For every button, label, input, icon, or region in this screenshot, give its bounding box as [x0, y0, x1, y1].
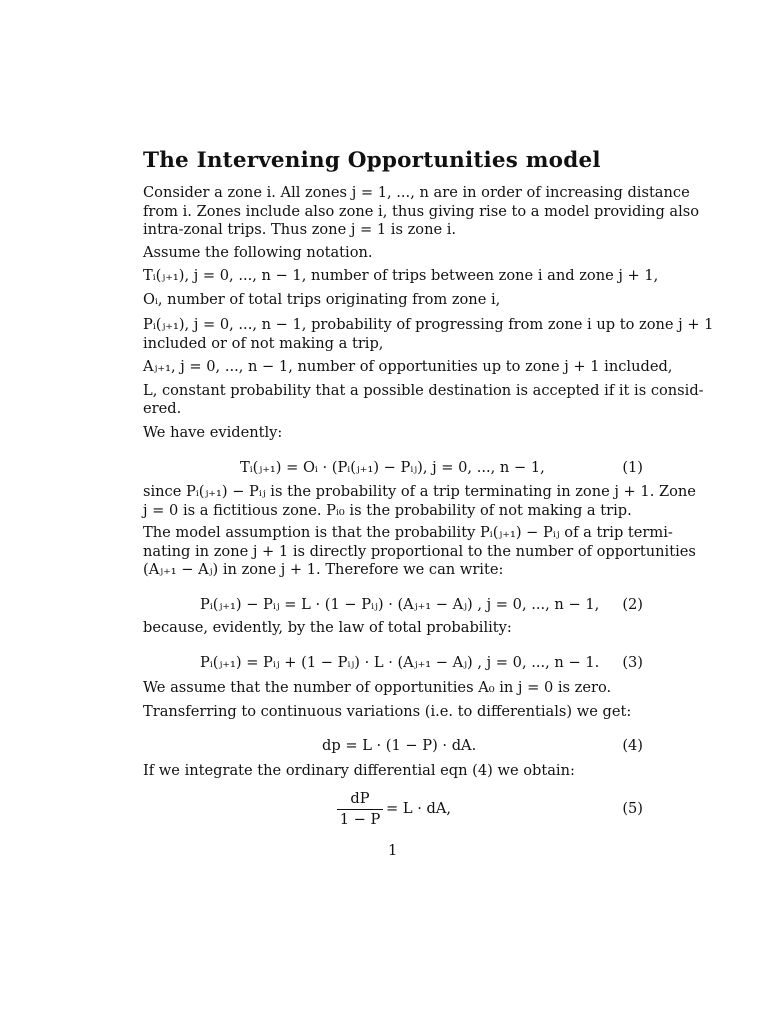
notation-item: Tᵢ(ⱼ₊₁), j = 0, ..., n − 1, number of trips between zone i and zone j + 1, — [143, 267, 659, 284]
equation-4: dp = L · (1 − P) · dA. — [322, 737, 477, 754]
equation-3: Pᵢ(ⱼ₊₁) = Pᵢⱼ + (1 − Pᵢⱼ) · L · (Aⱼ₊₁ − Aⱼ) , j = 0, ..., n − 1. — [200, 654, 600, 671]
equation-number: (5) — [622, 800, 643, 817]
equation-5-rhs: = L · dA, — [386, 800, 451, 817]
paragraph-line: Assume the following notation. — [143, 244, 373, 261]
equation-number: (1) — [622, 459, 643, 476]
equation-number: (4) — [622, 737, 643, 754]
paragraph-line: (Aⱼ₊₁ − Aⱼ) in zone j + 1. Therefore we can write: — [143, 561, 504, 578]
paragraph-line: nating in zone j + 1 is directly proportional to the number of opportunities — [143, 543, 696, 560]
equation-2: Pᵢ(ⱼ₊₁) − Pᵢⱼ = L · (1 − Pᵢⱼ) · (Aⱼ₊₁ − Aⱼ) , j = 0, ..., n − 1, — [200, 596, 600, 613]
equation-5-fraction — [337, 790, 383, 829]
page-number: 1 — [388, 842, 398, 859]
paragraph-line: j = 0 is a fictitious zone. Pᵢ₀ is the probability of not making a trip. — [143, 502, 632, 519]
notation-item: L, constant probability that a possible destination is accepted if it is consid- — [143, 382, 704, 399]
paragraph-line: Consider a zone i. All zones j = 1, ..., n are in order of increasing distance — [143, 184, 690, 201]
fraction-bar — [337, 809, 383, 810]
paragraph-line: because, evidently, by the law of total probability: — [143, 619, 512, 636]
section-title: The Intervening Opportunities model — [143, 148, 601, 173]
notation-item: ered. — [143, 400, 182, 417]
paragraph-line: since Pᵢ(ⱼ₊₁) − Pᵢⱼ is the probability of a trip terminating in zone j + 1. Zone — [143, 483, 696, 500]
equation-1: Tᵢ(ⱼ₊₁) = Oᵢ · (Pᵢ(ⱼ₊₁) − Pᵢⱼ), j = 0, ..., n − 1, — [240, 459, 545, 476]
equation-number: (3) — [622, 654, 643, 671]
paragraph-line: intra-zonal trips. Thus zone j = 1 is zone i. — [143, 221, 457, 238]
notation-item: Oᵢ, number of total trips originating from zone i, — [143, 291, 501, 308]
paragraph-line: If we integrate the ordinary differential eqn (4) we obtain: — [143, 762, 575, 779]
notation-item: Aⱼ₊₁, j = 0, ..., n − 1, number of opportunities up to zone j + 1 included, — [143, 358, 673, 375]
notation-item: Pᵢ(ⱼ₊₁), j = 0, ..., n − 1, probability of progressing from zone i up to zone j + 1 — [143, 316, 714, 333]
paragraph-line: We have evidently: — [143, 424, 283, 441]
fraction-numerator: dP — [350, 790, 370, 807]
paragraph-line: Transferring to continuous variations (i.e. to differentials) we get: — [143, 703, 632, 720]
paragraph-line: from i. Zones include also zone i, thus giving rise to a model providing also — [143, 203, 700, 220]
paragraph-line: We assume that the number of opportunities A₀ in j = 0 is zero. — [143, 679, 612, 696]
fraction-denominator: 1 − P — [339, 811, 381, 828]
notation-item: included or of not making a trip, — [143, 335, 384, 352]
paragraph-line: The model assumption is that the probability Pᵢ(ⱼ₊₁) − Pᵢⱼ of a trip termi- — [143, 524, 673, 541]
equation-number: (2) — [622, 596, 643, 613]
